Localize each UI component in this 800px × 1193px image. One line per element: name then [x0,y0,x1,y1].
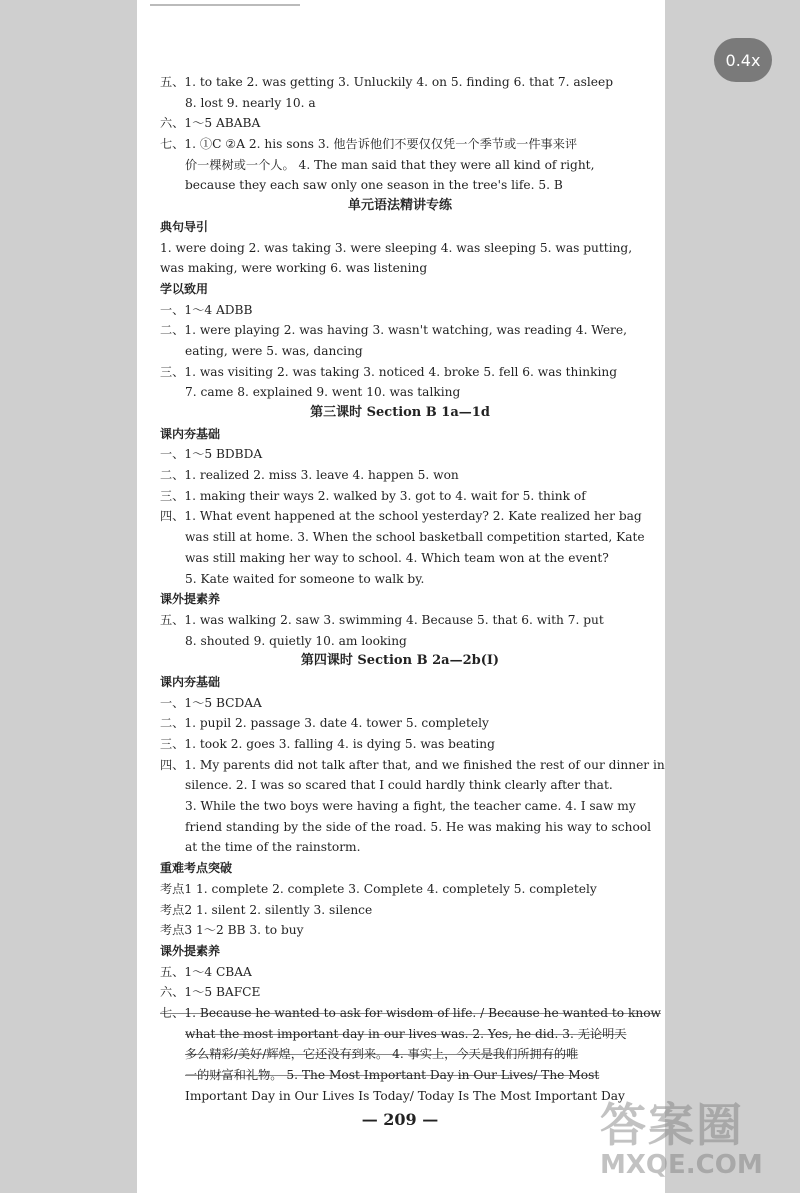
watermark-url: MXQE.COM [600,1150,763,1180]
answer-line: 价一棵树或一个人。 4. The man said that they were all kind of right, [185,157,595,172]
answer-line: 考点1 1. complete 2. complete 3. Complete 4. completely 5. completely [160,881,597,896]
answer-line: 五、1～4 CBAA [160,964,252,979]
answer-line: 考点2 1. silent 2. silently 3. silence [160,902,373,917]
answer-line: what the most important day in our lives was. 2. Yes, he did. 3. 无论明天 [185,1026,627,1041]
page-number: — 209 — [361,1110,439,1130]
answer-line: because they each saw only one season in the tree's life. 5. B [185,178,563,193]
answer-line: 8. shouted 9. quietly 10. am looking [185,633,407,648]
answer-line: 学以致用 [160,281,209,296]
answer-line: 课内夯基础 [160,426,221,441]
answer-line: was still at home. 3. When the school basketball competition started, Kate [185,530,645,545]
answer-line: 单元语法精讲专练 [347,198,452,214]
answer-line: 重难考点突破 [160,861,233,876]
answer-line: 六、1～5 ABABA [160,116,261,131]
answer-line: 四、1. What event happened at the school yesterday? 2. Kate realized her bag [160,509,642,524]
answer-line: 课外提素养 [160,592,221,607]
answer-line: was making, were working 6. was listening [160,261,428,276]
answer-line: 典句导引 [160,219,209,234]
answer-line: 五、1. was walking 2. saw 3. swimming 4. Because 5. that 6. with 7. put [160,612,604,627]
answer-line: 课内夯基础 [160,674,221,689]
zoom-level-badge[interactable]: 0.4x [714,38,772,82]
answer-line: 三、1. making their ways 2. walked by 3. got to 4. wait for 5. think of [160,488,586,503]
page-top-rule [150,4,300,6]
watermark-logo: 答案圈 [600,1098,744,1152]
answer-line: 课外提素养 [160,943,221,958]
answer-line: friend standing by the side of the road. 5. He was making his way to school [185,819,652,834]
answer-line: 二、1. pupil 2. passage 3. date 4. tower 5. completely [160,716,489,731]
answer-line: 一、1～4 ADBB [160,302,253,317]
answer-line: 一、1～5 BCDAA [160,695,262,710]
answer-line: 四、1. My parents did not talk after that, and we finished the rest of our dinner in [160,757,665,772]
answer-line: silence. 2. I was so scared that I could hardly think clearly after that. [185,778,613,793]
answer-key-content [160,72,665,1131]
answer-line: 六、1～5 BAFCE [160,985,261,1000]
answer-line: 考点3 1～2 BB 3. to buy [160,923,304,938]
answer-line: 七、1. ①C ②A 2. his sons 3. 他告诉他们不要仅仅凭一个季节或一件事来评 [160,137,578,152]
answer-line: 多么精彩/美好/辉煌，它还没有到来。 4. 事实上，今天是我们所拥有的唯 [185,1047,579,1062]
answer-line: 二、1. were playing 2. was having 3. wasn't watching, was reading 4. Were, [160,323,627,338]
answer-line: Important Day in Our Lives Is Today/ Today Is The Most Important Day [185,1088,625,1103]
answer-line: at the time of the rainstorm. [185,840,361,855]
answer-line: 第三课时 Section B 1a—1d [310,405,490,420]
answer-line: 一的财富和礼物。 5. The Most Important Day in Our Lives/ The Most [185,1068,600,1082]
answer-line: eating, were 5. was, dancing [185,343,363,358]
answer-line: 五、1. to take 2. was getting 3. Unluckily 4. on 5. finding 6. that 7. asleep [160,75,614,89]
answer-line: 5. Kate waited for someone to walk by. [185,571,425,586]
answer-line: 3. While the two boys were having a fight, the teacher came. 4. I saw my [185,799,636,814]
answer-line: was still making her way to school. 4. Which team won at the event? [185,550,609,565]
answer-line: 1. were doing 2. was taking 3. were sleeping 4. was sleeping 5. was putting, [160,240,633,255]
answer-line: 一、1～5 BDBDA [160,447,263,462]
answer-line: 三、1. was visiting 2. was taking 3. noticed 4. broke 5. fell 6. was thinking [160,364,618,379]
answer-line: 七、1. Because he wanted to ask for wisdom of life. / Because he wanted to know [160,1005,661,1020]
answer-line: 第四课时 Section B 2a—2b(Ⅰ) [300,653,500,669]
site-watermark [600,1100,790,1188]
answer-line: 8. lost 9. nearly 10. a [185,95,316,110]
answer-line: 三、1. took 2. goes 3. falling 4. is dying 5. was beating [160,737,495,751]
answer-line: 二、1. realized 2. miss 3. leave 4. happen 5. won [160,468,459,483]
answer-line: 7. came 8. explained 9. went 10. was talking [185,385,461,400]
